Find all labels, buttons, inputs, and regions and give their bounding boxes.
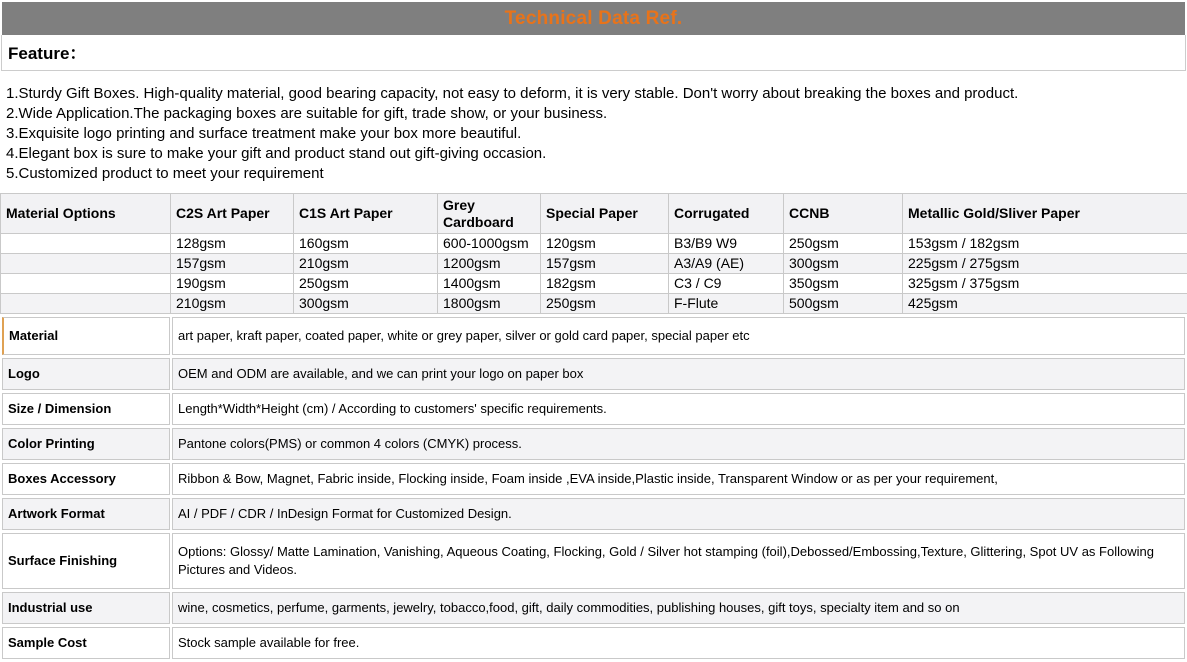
spec-value: OEM and ODM are available, and we can print your logo on paper box [172, 358, 1185, 390]
spec-value: Ribbon & Bow, Magnet, Fabric inside, Flocking inside, Foam inside ,EVA inside,Plastic inside, Transparent Window or as per your requirement, [172, 463, 1185, 495]
table-cell: 153gsm / 182gsm [903, 234, 1187, 254]
table-cell: 128gsm [171, 234, 294, 254]
feature-heading: Feature： [1, 35, 1186, 71]
spec-label: Sample Cost [2, 627, 170, 659]
spec-value: Pantone colors(PMS) or common 4 colors (CMYK) process. [172, 428, 1185, 460]
table-cell [1, 254, 171, 274]
spec-label: Size / Dimension [2, 393, 170, 425]
table-row [1, 254, 1187, 274]
column-header: C1S Art Paper [294, 194, 438, 234]
column-header: CCNB [784, 194, 903, 234]
table-row [1, 294, 1187, 314]
page-title: Technical Data Ref. [505, 8, 683, 30]
spec-label: Industrial use [2, 592, 170, 624]
table-cell: 210gsm [294, 254, 438, 274]
spec-row-size-dimension [2, 393, 1185, 425]
feature-item: 4.Elegant box is sure to make your gift and product stand out gift-giving occasion. [6, 144, 1181, 164]
table-cell: 300gsm [784, 254, 903, 274]
column-header: Grey Cardboard [438, 194, 541, 234]
table-cell: 157gsm [171, 254, 294, 274]
spec-row-boxes-accessory [2, 463, 1185, 495]
table-cell: 425gsm [903, 294, 1187, 314]
column-header: C2S Art Paper [171, 194, 294, 234]
table-row [1, 234, 1187, 254]
column-header: Special Paper [541, 194, 669, 234]
table-cell: 210gsm [171, 294, 294, 314]
table-cell: C3 / C9 [669, 274, 784, 294]
materials-table [0, 193, 1187, 314]
spec-label: Logo [2, 358, 170, 390]
table-cell: 182gsm [541, 274, 669, 294]
spec-label: Surface Finishing [2, 533, 170, 589]
feature-item: 1.Sturdy Gift Boxes. High-quality material, good bearing capacity, not easy to deform, it is very stable. Don't worry about breaking the boxes and product. [6, 84, 1181, 104]
materials-header-row [1, 194, 1187, 234]
table-cell: 120gsm [541, 234, 669, 254]
spec-row-surface-finishing [2, 533, 1185, 589]
table-cell: 250gsm [784, 234, 903, 254]
table-cell [1, 274, 171, 294]
spec-value: Length*Width*Height (cm) / According to customers' specific requirements. [172, 393, 1185, 425]
column-header: Metallic Gold/Sliver Paper [903, 194, 1187, 234]
table-cell: 250gsm [294, 274, 438, 294]
technical-data-page [0, 2, 1187, 662]
feature-item: 2.Wide Application.The packaging boxes are suitable for gift, trade show, or your business. [6, 104, 1181, 124]
table-cell: 500gsm [784, 294, 903, 314]
spec-value: Options: Glossy/ Matte Lamination, Vanishing, Aqueous Coating, Flocking, Gold / Silver hot stamping (foil),Debossed/Embossing,Texture, Glittering, Spot UV as Following Pictures and Videos. [172, 533, 1185, 589]
table-cell: 600-1000gsm [438, 234, 541, 254]
column-header: Material Options [1, 194, 171, 234]
spec-row-sample-cost [2, 627, 1185, 659]
spec-table [0, 314, 1187, 662]
spec-label: Boxes Accessory [2, 463, 170, 495]
spec-value: Stock sample available for free. [172, 627, 1185, 659]
spec-row-artwork-format [2, 498, 1185, 530]
table-cell [1, 234, 171, 254]
column-header: Corrugated [669, 194, 784, 234]
spec-label: Color Printing [2, 428, 170, 460]
table-cell [1, 294, 171, 314]
spec-label: Material [2, 317, 170, 355]
table-row [1, 274, 1187, 294]
spec-label: Artwork Format [2, 498, 170, 530]
feature-list [0, 71, 1187, 193]
spec-row-material [2, 317, 1185, 355]
table-cell: 1200gsm [438, 254, 541, 274]
table-cell: B3/B9 W9 [669, 234, 784, 254]
table-cell: F-Flute [669, 294, 784, 314]
table-cell: 225gsm / 275gsm [903, 254, 1187, 274]
table-cell: 1400gsm [438, 274, 541, 294]
table-cell: 1800gsm [438, 294, 541, 314]
table-cell: 190gsm [171, 274, 294, 294]
feature-item: 3.Exquisite logo printing and surface treatment make your box more beautiful. [6, 124, 1181, 144]
table-cell: 325gsm / 375gsm [903, 274, 1187, 294]
table-cell: 350gsm [784, 274, 903, 294]
spec-row-color-printing [2, 428, 1185, 460]
table-cell: 300gsm [294, 294, 438, 314]
table-cell: A3/A9 (AE) [669, 254, 784, 274]
spec-value: art paper, kraft paper, coated paper, white or grey paper, silver or gold card paper, special paper etc [172, 317, 1185, 355]
spec-value: wine, cosmetics, perfume, garments, jewelry, tobacco,food, gift, daily commodities, publishing houses, gift toys, specialty item and so on [172, 592, 1185, 624]
title-bar [2, 2, 1185, 35]
table-cell: 250gsm [541, 294, 669, 314]
spec-value: AI / PDF / CDR / InDesign Format for Customized Design. [172, 498, 1185, 530]
spec-row-industrial-use [2, 592, 1185, 624]
feature-item: 5.Customized product to meet your requirement [6, 164, 1181, 184]
table-cell: 157gsm [541, 254, 669, 274]
spec-row-logo [2, 358, 1185, 390]
table-cell: 160gsm [294, 234, 438, 254]
